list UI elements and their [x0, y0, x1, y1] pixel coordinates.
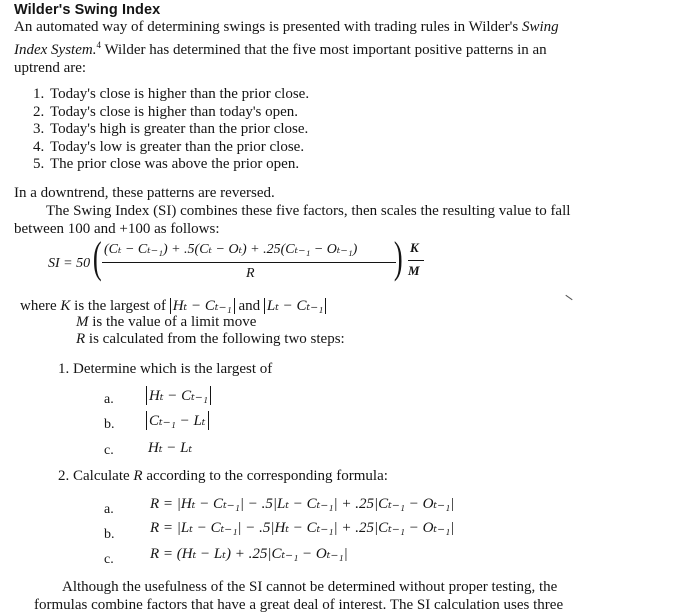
- patterns-list: [28, 86, 309, 174]
- step1-expr-a: Hₜ − Cₜ₋₁: [146, 386, 211, 405]
- step1-expr-b: Cₜ₋₁ − Lₜ: [146, 411, 209, 430]
- swing-index-formula: [48, 233, 428, 290]
- intro-paragraph: [14, 18, 664, 77]
- step2-title: 2. Calculate R according to the corresponding formula:: [58, 468, 388, 484]
- si-intro-line-2: between 100 and +100 as follows:: [14, 221, 220, 237]
- intro-line-2: Index System.$^4$ Wilder has determined that the five most important positive patterns in an: [14, 40, 547, 58]
- section-heading: Wilder's Swing Index: [14, 2, 161, 18]
- formula-m: M: [408, 263, 420, 278]
- closing-line-1: Although the usefulness of the SI cannot be determined without proper testing, the: [62, 579, 558, 595]
- step1-title: 1. Determine which is the largest of: [58, 361, 273, 377]
- formula-k: K: [410, 240, 419, 255]
- abs-h-minus-c: Hₜ − Cₜ₋₁: [170, 298, 235, 314]
- fraction-bar: [102, 262, 396, 263]
- scan-mark: [565, 295, 572, 300]
- where-r-line: R is calculated from the following two steps:: [76, 331, 345, 347]
- step1-label-b: b.: [104, 417, 115, 432]
- si-intro-line-1: The Swing Index (SI) combines these five factors, then scales the resulting value to fall: [46, 203, 571, 219]
- step2-label-c: c.: [104, 552, 114, 567]
- formula-numerator: (Cₜ − Cₜ₋₁) + .5(Cₜ − Oₜ) + .25(Cₜ₋₁ − Oₜ₋₁): [104, 242, 358, 257]
- pattern-item: 4. Today's low is greater than the prior close.: [48, 139, 309, 157]
- pattern-item: 1. Today's close is higher than the prior close.: [48, 86, 309, 104]
- where-m-line: M is the value of a limit move: [76, 314, 257, 330]
- step2-label-b: b.: [104, 527, 115, 542]
- where-k-line: where K is the largest of Hₜ − Cₜ₋₁ and Lₜ − Cₜ₋₁: [20, 296, 326, 315]
- step2-label-a: a.: [104, 502, 114, 517]
- formula-denominator: R: [246, 266, 255, 281]
- km-fraction-bar: [408, 260, 424, 261]
- step2-expr-c: R = (Hₜ − Lₜ) + .25|Cₜ₋₁ − Oₜ₋₁|: [150, 546, 348, 562]
- intro-line-3: uptrend are:: [14, 60, 87, 76]
- intro-line-1: An automated way of determining swings is presented with trading rules in Wilder's Swing: [14, 19, 559, 35]
- downtrend-line: In a downtrend, these patterns are reversed.: [14, 185, 275, 201]
- step1-label-c: c.: [104, 443, 114, 458]
- formula-lhs: SI = 50: [48, 256, 91, 271]
- step1-label-a: a.: [104, 392, 114, 407]
- closing-line-2: formulas combine factors that have a great deal of interest. The SI calculation uses three: [34, 597, 564, 613]
- pattern-item: 5. The prior close was above the prior open.: [48, 156, 309, 174]
- step2-expr-a: R = |Hₜ − Cₜ₋₁| − .5|Lₜ − Cₜ₋₁| + .25|Cₜ₋₁ − Oₜ₋₁|: [150, 496, 455, 512]
- abs-l-minus-c: Lₜ − Cₜ₋₁: [264, 298, 327, 314]
- left-paren: (: [92, 233, 102, 282]
- pattern-item: 3. Today's high is greater than the prior close.: [48, 121, 309, 139]
- footnote-marker: 4: [96, 40, 101, 50]
- step1-expr-c: Hₜ − Lₜ: [148, 440, 193, 456]
- pattern-item: 2. Today's close is higher than today's open.: [48, 104, 309, 122]
- right-paren: ): [393, 233, 403, 282]
- step2-expr-b: R = |Lₜ − Cₜ₋₁| − .5|Hₜ − Cₜ₋₁| + .25|Cₜ₋₁ − Oₜ₋₁|: [150, 520, 455, 536]
